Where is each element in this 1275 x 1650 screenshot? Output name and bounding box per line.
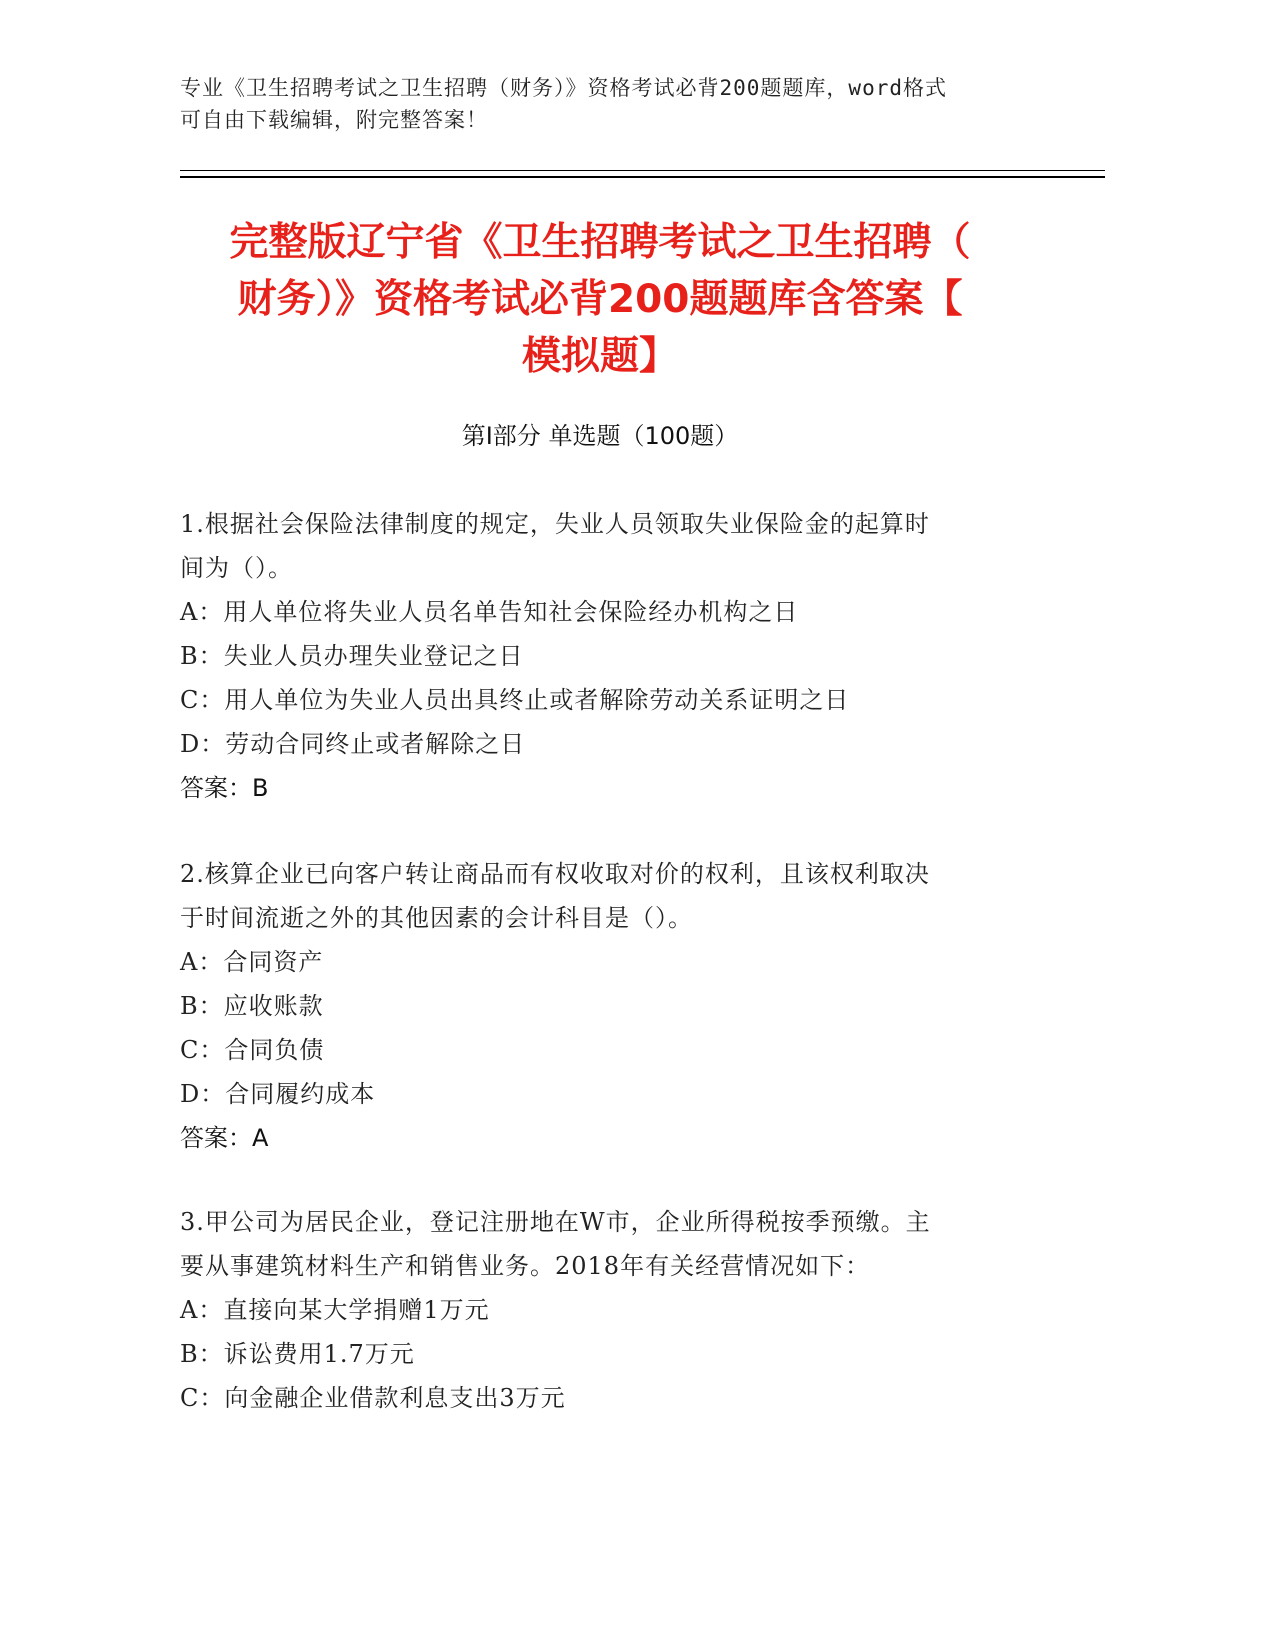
question-stem-line-1: 2.核算企业已向客户转让商品而有权收取对价的权利，且该权利取决 (180, 860, 930, 888)
header-divider-thin (180, 170, 1105, 171)
answer: 答案：B (180, 774, 269, 802)
answer: 答案：A (180, 1124, 269, 1152)
question-1 (180, 502, 1030, 810)
intro-text (180, 72, 1040, 136)
option-b: B：诉讼费用1.7万元 (180, 1340, 415, 1368)
intro-line-1: 专业《卫生招聘考试之卫生招聘（财务）》资格考试必背200题题库，word格式 (180, 76, 947, 100)
option-b: B：应收账款 (180, 992, 324, 1020)
option-a: A：直接向某大学捐赠1万元 (180, 1296, 490, 1324)
intro-line-2: 可自由下载编辑，附完整答案！ (180, 108, 488, 132)
option-d: D：合同履约成本 (180, 1080, 376, 1108)
question-3 (180, 1200, 1030, 1420)
question-stem-line-1: 3.甲公司为居民企业，登记注册地在W市，企业所得税按季预缴。主 (180, 1208, 931, 1236)
document-title (160, 214, 1040, 385)
header-divider-thick (180, 176, 1105, 178)
option-d: D：劳动合同终止或者解除之日 (180, 730, 526, 758)
title-line-3: 模拟题】 (521, 334, 678, 379)
question-stem-line-2: 于时间流逝之外的其他因素的会计科目是（）。 (180, 904, 693, 932)
section-heading: 第Ⅰ部分 单选题（100题） (461, 422, 739, 450)
question-2 (180, 852, 1030, 1160)
question-stem-line-2: 要从事建筑材料生产和销售业务。2018年有关经营情况如下： (180, 1252, 871, 1280)
title-line-1: 完整版辽宁省《卫生招聘考试之卫生招聘（ (229, 220, 971, 265)
option-a: A：合同资产 (180, 948, 324, 976)
option-c: C：向金融企业借款利息支出3万元 (180, 1384, 566, 1412)
question-stem-line-1: 1.根据社会保险法律制度的规定，失业人员领取失业保险金的起算时 (180, 510, 930, 538)
title-line-2: 财务）》资格考试必背200题题库含答案【 (237, 277, 963, 322)
option-c: C：合同负债 (180, 1036, 325, 1064)
question-stem-line-2: 间为（）。 (180, 554, 293, 582)
option-a: A：用人单位将失业人员名单告知社会保险经办机构之日 (180, 598, 799, 626)
option-b: B：失业人员办理失业登记之日 (180, 642, 524, 670)
option-c: C：用人单位为失业人员出具终止或者解除劳动关系证明之日 (180, 686, 850, 714)
